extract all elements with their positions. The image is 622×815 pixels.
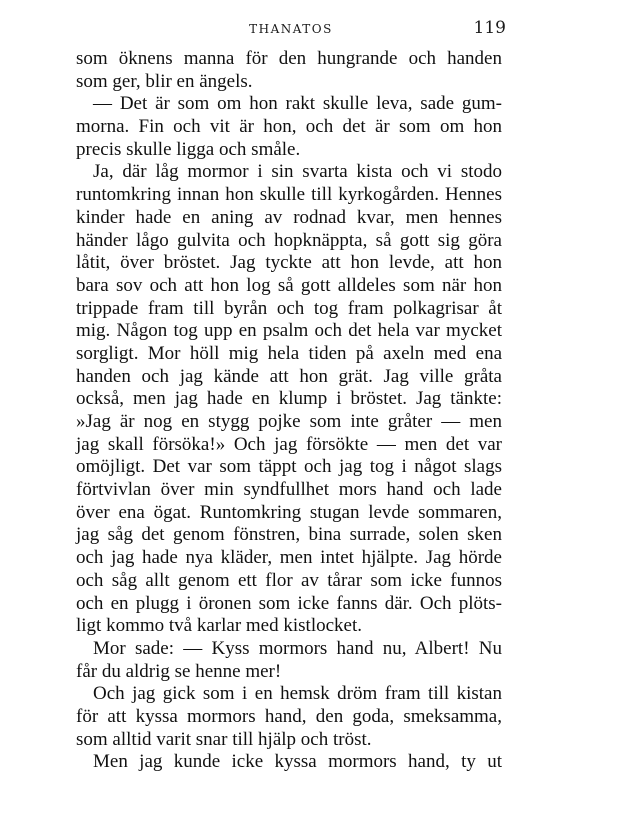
- text-line: och jag hade nya kläder, men intet hjälpte. Jag hörde: [76, 547, 502, 569]
- text-line: trippade fram till byrån och tog fram polkagrisar åt: [76, 297, 502, 319]
- text-line: »Jag är nog en stygg pojke som inte gråter — men: [76, 411, 502, 432]
- text-line: runtomkring innan hon skulle till kyrkogården. Hennes: [76, 184, 502, 206]
- paragraph: [76, 48, 502, 93]
- text-line: jag skall försöka!» Och jag försökte — men det var: [76, 433, 502, 455]
- text-line: Men jag kunde icke kyssa mormors hand, ty ut: [93, 751, 502, 773]
- text-line: ligt kommo två karlar med kistlocket.: [76, 615, 362, 637]
- paragraph: [76, 93, 502, 161]
- text-line: som alltid varit snar till hjälp och tröst.: [76, 728, 372, 750]
- text-line: som ger, blir en ängels.: [76, 70, 253, 92]
- text-line: bara sov och att hon log så gott alldeles som när hon: [76, 274, 502, 296]
- text-line: över ena ögat. Runtomkring stugan levde sommaren,: [76, 501, 502, 523]
- text-line: förtvivlan över min syndfullhet mors hand och lade: [76, 479, 502, 501]
- text-line: jag såg det genom fönstren, bina surrade, solen sken: [76, 524, 502, 546]
- text-line: Mor sade: — Kyss mormors hand nu, Albert! Nu: [93, 637, 502, 659]
- text-line: också, men jag hade en klump i bröstet. Jag tänkte:: [76, 388, 502, 410]
- text-line: morna. Fin och vit är hon, och det är som om hon: [76, 116, 502, 138]
- text-line: som öknens manna för den hungrande och handen: [76, 48, 502, 69]
- page-number: 119: [473, 18, 506, 38]
- text-line: får du aldrig se henne mer!: [76, 660, 282, 682]
- text-line: och en plugg i öronen som icke fanns där. Och plöts-: [76, 592, 502, 614]
- running-title: THANATOS: [249, 22, 333, 36]
- body-text: [76, 48, 502, 774]
- text-line: låtit, över bröstet. Jag tyckte att hon levde, att hon: [76, 252, 502, 274]
- text-line: för att kyssa mormors hand, den goda, smeksamma,: [76, 705, 502, 727]
- text-line: kinder hade en aning av rodnad kvar, men hennes: [76, 206, 502, 228]
- text-line: sorgligt. Mor höll mig hela tiden på axeln med ena: [76, 342, 502, 364]
- text-line: Och jag gick som i en hemsk dröm fram till kistan: [93, 683, 502, 705]
- text-line: omöjligt. Det var som täppt och jag tog i något slags: [76, 456, 502, 478]
- paragraph: [76, 683, 502, 751]
- text-line: Ja, där låg mormor i sin svarta kista och vi stodo: [93, 161, 502, 183]
- text-line: och såg allt genom ett flor av tårar som icke funnos: [76, 569, 502, 591]
- text-line: precis skulle ligga och småle.: [76, 138, 301, 160]
- text-line: handen och jag kände att hon grät. Jag ville gråta: [76, 365, 502, 387]
- paragraph: [76, 638, 502, 683]
- text-line: — Det är som om hon rakt skulle leva, sade gum-: [93, 93, 502, 115]
- running-head: [76, 18, 506, 40]
- text-line: händer lågo gulvita och hopknäppta, så gott sig göra: [76, 229, 502, 251]
- paragraph: [76, 751, 502, 774]
- text-line: mig. Någon tog upp en psalm och det hela var mycket: [76, 320, 502, 342]
- paragraph: [76, 161, 502, 637]
